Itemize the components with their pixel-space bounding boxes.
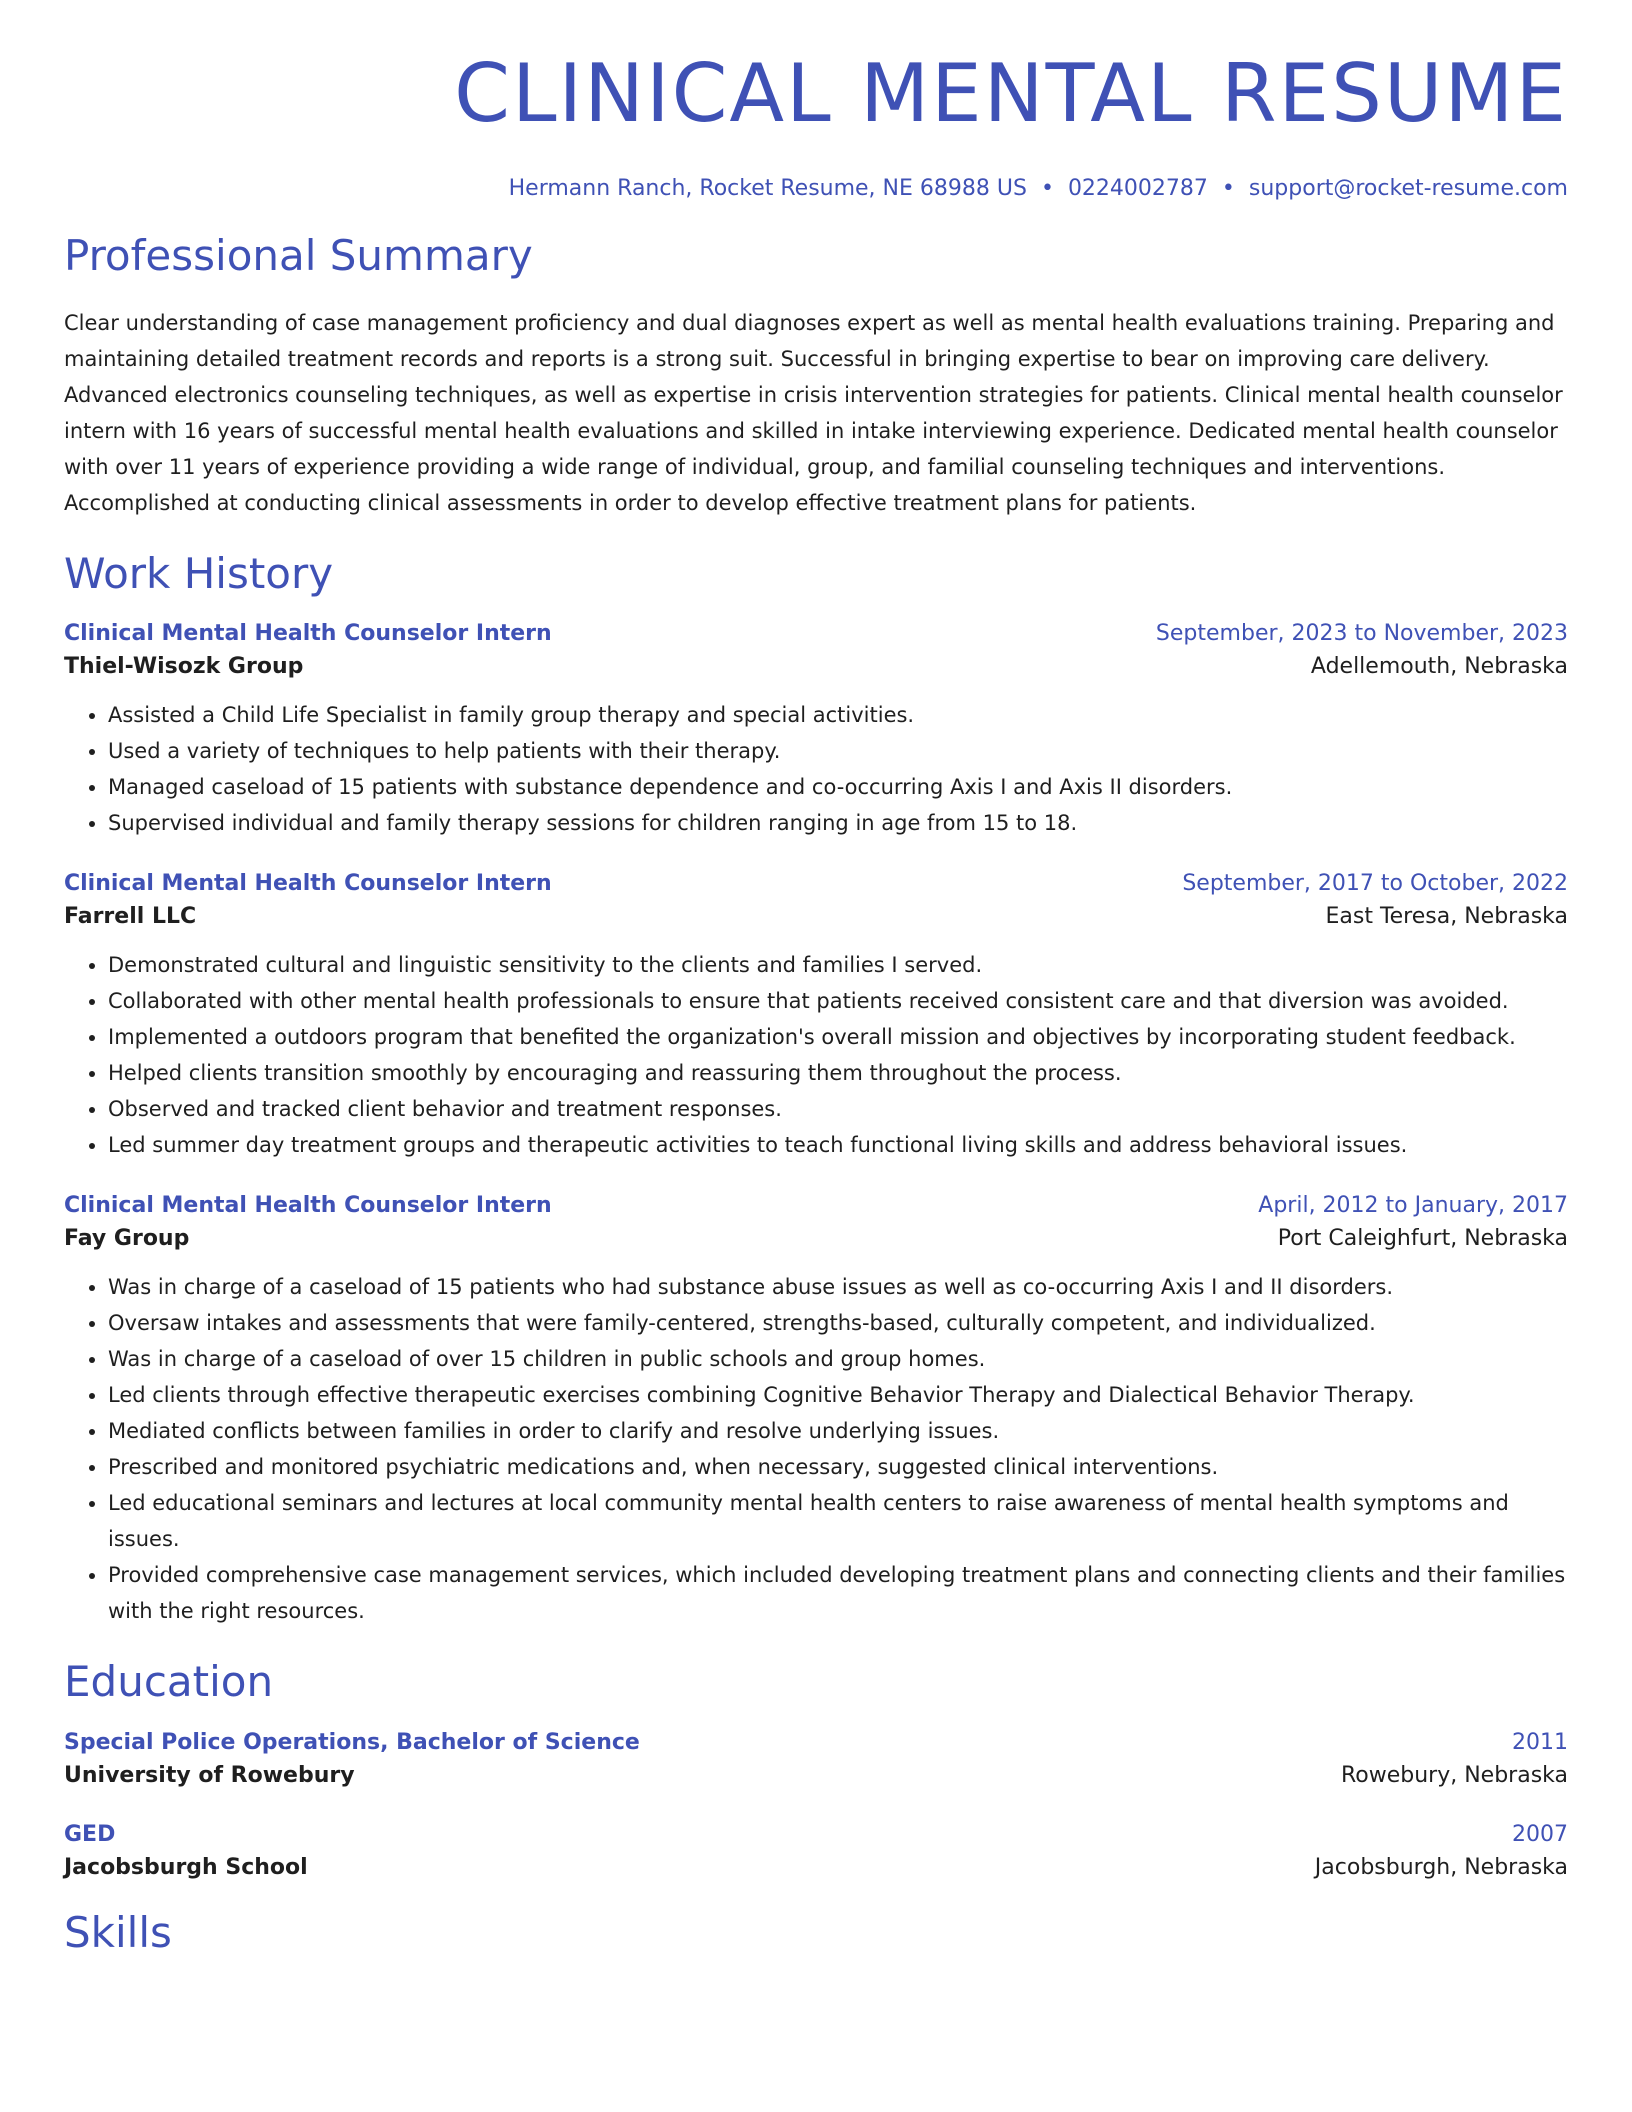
education-year: 2011 [1512, 1729, 1568, 1755]
job-bullet: • Oversaw intakes and assessments that were family-centered, strengths-based, culturally competent, and individualized. [108, 1305, 1568, 1341]
job-bullet: • Provided comprehensive case management services, which included developing treatment plans and connecting clients and their families with the right resources. [108, 1557, 1568, 1629]
job-bullet: • Prescribed and monitored psychiatric medications and, when necessary, suggested clinical interventions. [108, 1449, 1568, 1485]
job-company-row [64, 1226, 1568, 1251]
education-location: Jacobsburgh, Nebraska [1314, 1854, 1568, 1880]
job-bullet: • Led educational seminars and lectures at local community mental health centers to raise awareness of mental health symptoms and issues. [108, 1485, 1568, 1557]
job-bullets [64, 947, 1568, 1163]
contact-address: Hermann Ranch, Rocket Resume, NE 68988 US [508, 176, 1027, 201]
job-location: East Teresa, Nebraska [1325, 904, 1568, 930]
job-bullets [64, 697, 1568, 841]
education-school: University of Rowebury [64, 1762, 355, 1788]
education-entry [64, 1822, 1568, 1880]
job-bullet: • Was in charge of a caseload of 15 patients who had substance abuse issues as well as co-occurring Axis I and II disorders. [108, 1269, 1568, 1305]
job-role: Clinical Mental Health Counselor Intern [64, 871, 552, 897]
job-bullet: • Helped clients transition smoothly by encouraging and reassuring them throughout the process. [108, 1055, 1568, 1091]
job-bullet: • Observed and tracked client behavior and treatment responses. [108, 1091, 1568, 1127]
education-degree: GED [64, 1821, 116, 1847]
job-bullet: • Led clients through effective therapeutic exercises combining Cognitive Behavior Therapy and Dialectical Behavior Therapy. [108, 1377, 1568, 1413]
education-header-row [64, 1730, 1568, 1755]
job-header-row [64, 871, 1568, 896]
job-bullet: • Led summer day treatment groups and therapeutic activities to teach functional living skills and address behavioral issues. [108, 1127, 1568, 1163]
job-entry [64, 621, 1568, 841]
work-history-heading: Work History [64, 549, 334, 599]
education-school: Jacobsburgh School [64, 1854, 308, 1880]
skills-heading: Skills [64, 1907, 172, 1957]
job-bullet: • Implemented a outdoors program that benefited the organization's overall mission and objectives by incorporating student feedback. [108, 1019, 1568, 1055]
job-company-row [64, 904, 1568, 929]
job-company-row [64, 654, 1568, 679]
contact-separator: • [1040, 176, 1054, 201]
job-bullet: • Mediated conflicts between families in order to clarify and resolve underlying issues. [108, 1413, 1568, 1449]
job-entry [64, 1193, 1568, 1629]
job-role: Clinical Mental Health Counselor Intern [64, 621, 552, 647]
education-entry [64, 1730, 1568, 1788]
job-bullet: • Used a variety of techniques to help patients with their therapy. [108, 733, 1568, 769]
education-location: Rowebury, Nebraska [1340, 1762, 1568, 1788]
contact-separator: • [1221, 176, 1235, 201]
contact-phone: 0224002787 [1067, 176, 1208, 201]
job-dates: April, 2012 to January, 2017 [1258, 1193, 1568, 1219]
contact-line [64, 176, 1568, 201]
job-header-row [64, 621, 1568, 646]
job-dates: September, 2023 to November, 2023 [1155, 621, 1568, 647]
job-bullet: • Supervised individual and family therapy sessions for children ranging in age from 15 to 18. [108, 805, 1568, 841]
job-dates: September, 2017 to October, 2022 [1182, 871, 1568, 897]
education-year: 2007 [1512, 1821, 1568, 1847]
education-school-row [64, 1855, 1568, 1880]
education-heading: Education [64, 1657, 274, 1707]
job-role: Clinical Mental Health Counselor Intern [64, 1193, 552, 1219]
job-bullet: • Collaborated with other mental health professionals to ensure that patients received consistent care and that diversion was avoided. [108, 983, 1568, 1019]
job-entry [64, 871, 1568, 1163]
job-company: Thiel-Wisozk Group [64, 654, 304, 680]
education-school-row [64, 1763, 1568, 1788]
job-location: Port Caleighfurt, Nebraska [1277, 1226, 1568, 1252]
job-company: Fay Group [64, 1226, 190, 1252]
resume-header [64, 47, 1568, 201]
summary-heading: Professional Summary [64, 231, 533, 280]
job-bullet: • Demonstrated cultural and linguistic sensitivity to the clients and families I served. [108, 947, 1568, 983]
job-header-row [64, 1193, 1568, 1218]
job-bullet: • Was in charge of a caseload of over 15 children in public schools and group homes. [108, 1341, 1568, 1377]
resume-name: CLINICAL MENTAL RESUME [454, 47, 1568, 140]
job-bullet: • Assisted a Child Life Specialist in family group therapy and special activities. [108, 697, 1568, 733]
job-bullets [64, 1269, 1568, 1629]
summary-text: Clear understanding of case management proficiency and dual diagnoses expert as well as mental health evaluations training. Preparing and maintaining detailed treatment records and reports is a strong suit. Successful in bringing expertise to bear on improving care delivery. Advanced electronics counseling techniques, as well as expertise in crisis intervention strategies for patients. Clinical mental health counselor intern with 16 years of successful mental health evaluations and skilled in intake interviewing experience. Dedicated mental health counselor with over 11 years of experience providing a wide range of individual, group, and familial counseling techniques and interventions. Accomplished at conducting clinical assessments in order to develop effective treatment plans for patients. [64, 311, 1563, 516]
job-company: Farrell LLC [64, 904, 197, 930]
contact-email[interactable]: support@rocket-resume.com [1248, 176, 1568, 201]
job-bullet: • Managed caseload of 15 patients with substance dependence and co-occurring Axis I and Axis II disorders. [108, 769, 1568, 805]
education-header-row [64, 1822, 1568, 1847]
job-location: Adellemouth, Nebraska [1310, 654, 1568, 680]
education-degree: Special Police Operations, Bachelor of Science [64, 1729, 640, 1755]
